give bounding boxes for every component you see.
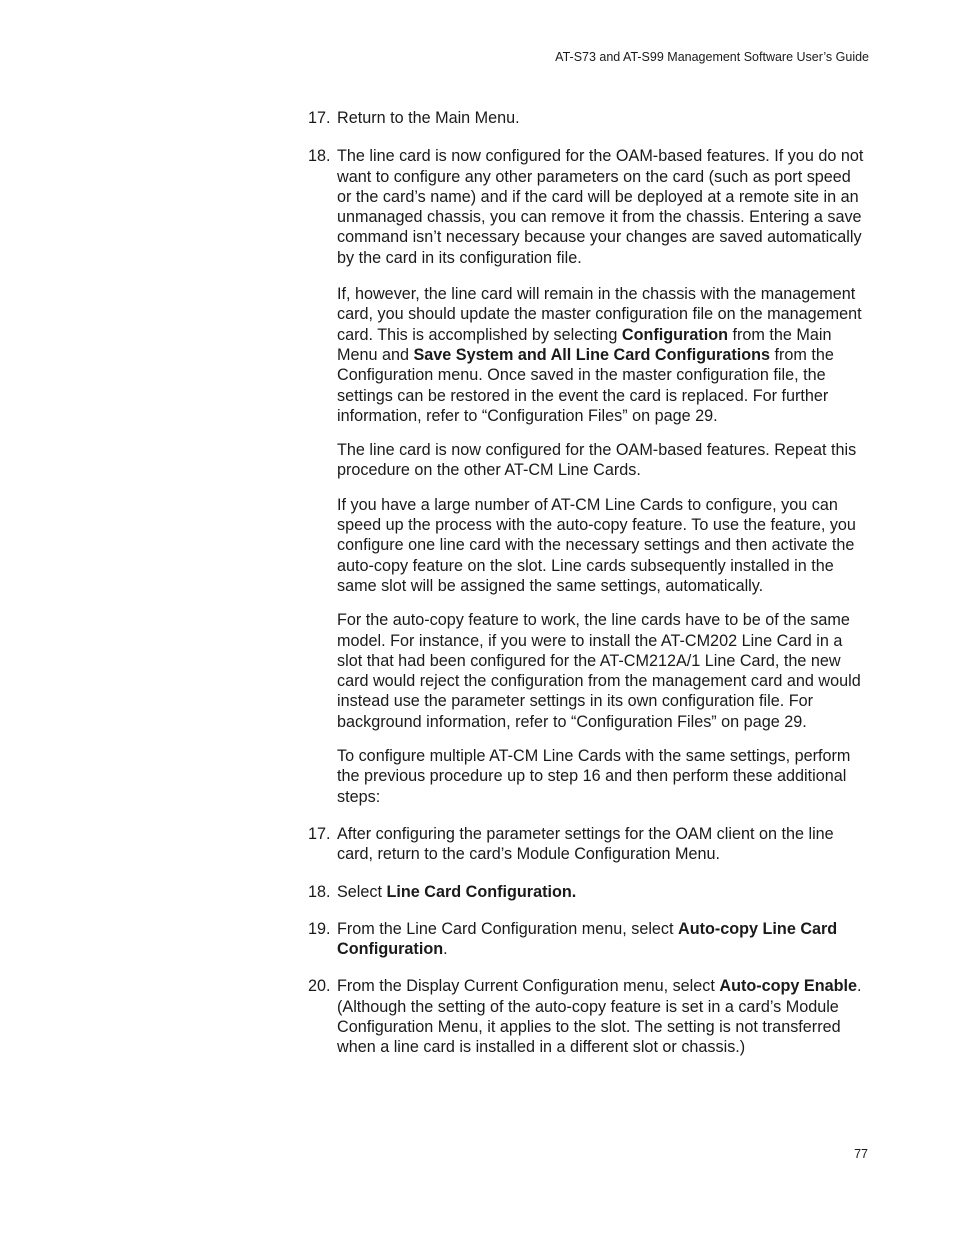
paragraph-multiple-cards: To configure multiple AT-CM Line Cards with the same settings, perform the previous procedure up to step 16 and then perform these additional steps:	[337, 747, 851, 806]
step-number: 18.	[308, 147, 331, 166]
paragraph-auto-copy-model: For the auto-copy feature to work, the line cards have to be of the same model. For instance, if you were to install the AT-CM202 Line Card in a slot that had been configured for the AT-CM212A/1 Line Card, the new card would reject the configuration from the management card and would instead use the parameter settings in its own configuration file. For background information, refer to “Configuration Files” on page 29.	[337, 611, 861, 731]
step-text: Return to the Main Menu.	[337, 109, 520, 127]
step-text: After configuring the parameter settings for the OAM client on the line card, return to the card’s Module Configuration Menu.	[337, 824, 834, 864]
step-number: 19.	[308, 919, 331, 938]
step-text: The line card is now configured for the OAM-based features. If you do not want to configure any other parameters on the card (such as port speed or the card’s name) and if the card will be deployed at a remote site in an unmanaged chassis, you can remove it from the chassis. Entering a save command isn’t necessary because your changes are saved automatically by the card in its configuration file.	[337, 147, 864, 267]
page-content	[308, 108, 868, 1058]
page-number: 77	[854, 1147, 868, 1161]
text-run: Select	[337, 882, 387, 901]
running-header: AT-S73 and AT-S99 Management Software User’s Guide	[555, 50, 869, 64]
step-17-return-main-menu	[308, 108, 868, 128]
bold-menu-auto-copy-enable: Auto-copy Enable	[719, 977, 857, 996]
bold-menu-line-card-config: Line Card Configuration.	[386, 882, 577, 901]
text-run: from the Main Menu and	[337, 325, 832, 364]
text-run: If, however, the line card will remain in the chassis with the management card, you should update the master configuration file on the management card. This is accomplished by selecting	[337, 285, 862, 344]
step-20-auto-copy-enable	[308, 976, 868, 1057]
step-number: 17.	[308, 109, 331, 127]
step-17-after-configuring	[308, 824, 868, 865]
text-run: From the Display Current Configuration menu, select	[337, 977, 720, 996]
bold-menu-configuration: Configuration	[621, 325, 729, 344]
bold-menu-auto-copy-config: Auto-copy Line Card Configuration	[337, 919, 838, 959]
step-number: 18.	[308, 882, 331, 901]
step-number: 17.	[308, 824, 331, 843]
text-run: From the Line Card Configuration menu, select	[337, 919, 679, 938]
paragraph-repeat-procedure: The line card is now configured for the OAM-based features. Repeat this procedure on the other AT-CM Line Cards.	[337, 441, 857, 480]
text-run: from the Configuration menu. Once saved in the master configuration file, the settings can be restored in the event the card is replaced. For further information, refer to “Configuration Files” on page 29.	[337, 345, 834, 425]
step-number: 20.	[308, 977, 331, 996]
paragraph-master-config	[308, 284, 868, 426]
bold-menu-save-system: Save System and All Line Card Configurations	[413, 345, 770, 364]
text-run: .	[443, 940, 448, 959]
paragraph-auto-copy-intro: If you have a large number of AT-CM Line Cards to configure, you can speed up the process with the auto-copy feature. To use the feature, you configure one line card with the necessary settings and then activate the auto-copy feature on the slot. Line cards subsequently installed in the same slot will be assigned the same settings, automatically.	[337, 495, 856, 595]
step-18-card-configured	[308, 146, 868, 268]
step-18-select-line-card	[308, 882, 868, 902]
text-run: . (Although the setting of the auto-copy feature is set in a card’s Module Configuration Menu, it applies to the slot. The setting is not transferred when a line card is installed in a different slot or chassis.)	[337, 977, 862, 1057]
step-19-auto-copy-config	[308, 919, 868, 960]
